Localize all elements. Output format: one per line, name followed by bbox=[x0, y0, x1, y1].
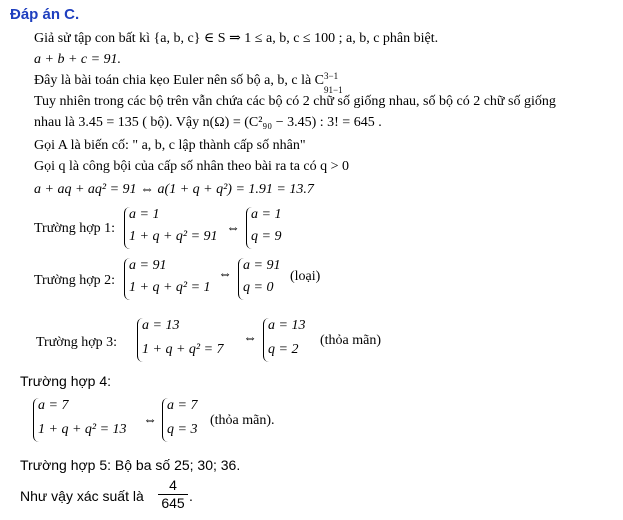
case4-label: Trường hợp 4: bbox=[20, 373, 112, 389]
case3-note: (thỏa mãn) bbox=[320, 333, 382, 348]
conclusion-text: Như vậy xác suất là bbox=[20, 488, 144, 504]
line-duplicates: Tuy nhiên trong các bộ trên vẫn chứa các bộ có 2 chữ số giống nhau, số bộ có 2 chữ số giống bbox=[34, 94, 556, 109]
case4-system-left bbox=[33, 398, 142, 442]
case1-system-left bbox=[124, 207, 225, 249]
case4-eq2: 1 + q + q² = 13 bbox=[38, 422, 127, 437]
line-sum: a + b + c = 91. bbox=[34, 52, 122, 67]
case3-arrow: ⇔ bbox=[243, 331, 257, 346]
case1-eq1: a = 1 bbox=[129, 207, 160, 222]
case2-label: Trường hợp 2: bbox=[34, 273, 116, 288]
euler-sub: 91−1 bbox=[324, 85, 343, 95]
case2-system-left bbox=[124, 258, 221, 300]
case2-system-right bbox=[238, 258, 289, 300]
line-event: Gọi A là biến cố: " a, b, c lập thành cấp số nhân" bbox=[34, 138, 306, 153]
case3-res2: q = 2 bbox=[268, 342, 299, 357]
case1-res1: a = 1 bbox=[251, 207, 282, 222]
case1-eq2: 1 + q + q² = 91 bbox=[129, 229, 218, 244]
case5-line: Trường hợp 5: Bộ ba số 25; 30; 36. bbox=[20, 457, 241, 473]
fraction-numerator: 4 bbox=[169, 477, 177, 493]
case2-eq2: 1 + q + q² = 1 bbox=[129, 280, 211, 295]
line-ratio: Gọi q là công bội của cấp số nhân theo bài ra ta có q > 0 bbox=[34, 159, 350, 174]
case1-res2: q = 9 bbox=[251, 229, 282, 244]
case4-arrow: ⇔ bbox=[143, 413, 157, 428]
euler-sup: 3−1 bbox=[324, 71, 339, 81]
case2-arrow: ⇔ bbox=[218, 267, 232, 282]
case4-eq1: a = 7 bbox=[38, 398, 69, 413]
case2-note: (loại) bbox=[290, 269, 321, 284]
case3-label: Trường hợp 3: bbox=[36, 335, 118, 350]
case4-res1: a = 7 bbox=[167, 398, 198, 413]
case4-res2: q = 3 bbox=[167, 422, 198, 437]
case3-system-right bbox=[263, 318, 318, 362]
line-euler-text: Đây là bài toán chia kẹo Euler nên số bộ a, b, c là C bbox=[34, 73, 325, 88]
case2-res2: q = 0 bbox=[243, 280, 274, 295]
case3-eq1: a = 13 bbox=[142, 318, 180, 333]
end-dot: . bbox=[189, 488, 193, 504]
case4-note: (thỏa mãn). bbox=[210, 413, 275, 428]
case3-eq2: 1 + q + q² = 7 bbox=[142, 342, 224, 357]
case1-arrow: ⇔ bbox=[226, 221, 240, 236]
fraction-denominator: 645 bbox=[161, 495, 185, 511]
case1-label: Trường hợp 1: bbox=[34, 221, 116, 236]
case2-eq1: a = 91 bbox=[129, 258, 167, 273]
case4-system-right bbox=[162, 398, 207, 442]
line-omega: nhau là 3.45 = 135 ( bộ). Vậy n(Ω) = (C²₉₀ − 3.45) : 3! = 645 . bbox=[34, 115, 382, 130]
line-equation: a + aq + aq² = 91 ⇔ a(1 + q + q²) = 1.91 = 13.7 bbox=[34, 182, 314, 197]
case1-system-right bbox=[246, 207, 307, 249]
line-euler bbox=[34, 71, 352, 95]
case2-res1: a = 91 bbox=[243, 258, 281, 273]
case3-res1: a = 13 bbox=[268, 318, 306, 333]
answer-title: Đáp án C. bbox=[10, 6, 80, 23]
probability-fraction bbox=[158, 477, 188, 512]
case3-system-left bbox=[137, 318, 240, 362]
line-subset: Giả sử tập con bất kì {a, b, c} ∈ S ⇒ 1 ≤ a, b, c ≤ 100 ; a, b, c phân biệt. bbox=[34, 31, 439, 46]
